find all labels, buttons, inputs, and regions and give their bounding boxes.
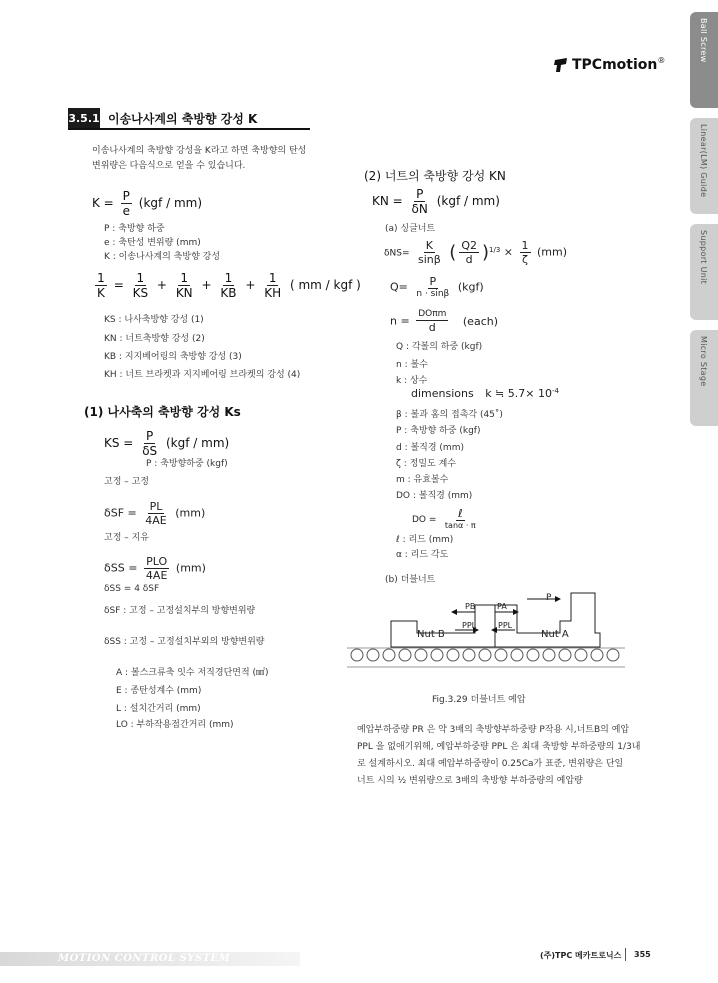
paren-close: ) xyxy=(481,242,490,263)
nut-type-label: (b) 더블너트 xyxy=(385,575,436,585)
eq-den: sinβ xyxy=(418,253,441,266)
eq-unit: (each) xyxy=(462,314,499,328)
section-title: 이송나사계의 축방향 강성 K xyxy=(108,112,258,126)
body-line: 로 설계하시오. 최대 예압부하중량이 0.25Ca가 표준, 변위량은 단일 xyxy=(357,759,624,769)
subsection-title: (1) 나사축의 축방향 강성 Ks xyxy=(84,405,241,419)
body-line: PPL 을 없애기위해, 예압부하중량 PPL 은 최대 축방향 부하중량의 1/3내 xyxy=(357,742,641,752)
intro-line: 이송나사계의 축방향 강성을 K라고 하면 축방향의 탄성 xyxy=(92,146,307,156)
eq-num: DOπm xyxy=(418,309,447,319)
screw-ball xyxy=(399,649,411,661)
eq-exponent: 1/3 xyxy=(489,245,501,254)
definition: A : 볼스크류축 잇수 저직경단면적 (㎟) xyxy=(116,668,269,678)
eq-unit: (mm) xyxy=(175,506,206,520)
eq-sign: × xyxy=(503,245,513,259)
definition: KB : 지지베어링의 축방향 강성 (3) xyxy=(104,352,242,362)
eq-den: tanα · π xyxy=(444,521,476,530)
k-value: k ≒ 5.7× 10 xyxy=(485,387,553,400)
logo-mark-icon xyxy=(553,57,569,73)
eq-den: 4AE xyxy=(145,569,168,582)
section-heading xyxy=(68,108,310,129)
intro-line: 변위량은 다음식으로 얻을 수 있습니다. xyxy=(92,161,246,171)
eq-den: KN xyxy=(175,286,193,300)
force-label: PPL xyxy=(462,621,477,630)
k-exponent: -4 xyxy=(552,387,559,395)
definition: P : 축방향 하중 (kgf) xyxy=(396,426,481,436)
eq-dss xyxy=(104,556,206,581)
screw-ball xyxy=(527,649,539,661)
definition: ζ : 정밀도 계수 xyxy=(396,459,456,469)
definition: e : 축탄성 변위량 (mm) xyxy=(104,238,201,248)
eq-dsf xyxy=(104,501,205,526)
tab-support-unit[interactable] xyxy=(690,224,718,320)
tab-label: Ball Screw xyxy=(699,18,708,63)
nut-b-label: Nut B xyxy=(417,629,445,640)
eq-lhs: δNS= xyxy=(384,248,410,259)
eq-unit: (kgf / mm) xyxy=(165,436,230,450)
support-condition: 고정 – 고정 xyxy=(104,477,149,487)
definition: δSF : 고정 – 고정설치부의 방향변위량 xyxy=(104,606,256,616)
eq-den: δN xyxy=(411,202,428,216)
force-label: PPL xyxy=(498,621,513,630)
definition: β : 볼과 홈의 접촉각 (45˚) xyxy=(396,410,503,420)
eq-num: 1 xyxy=(521,239,529,252)
eq-lhs: Q= xyxy=(390,280,408,294)
body-line: 예압부하중량 PR 은 약 3배의 축방향부하중량 P작용 시,너트B의 예압 xyxy=(357,725,630,735)
support-condition: 고정 – 지유 xyxy=(104,533,149,543)
eq-n xyxy=(390,310,498,333)
definition: δSS : 고정 – 고정설치부외의 방향변위량 xyxy=(104,637,265,647)
eq-num: P xyxy=(146,429,154,443)
definition: Q : 각볼의 하중 (kgf) xyxy=(396,342,483,352)
force-label: P xyxy=(546,593,552,603)
screw-ball xyxy=(383,649,395,661)
paren-open: ( xyxy=(449,242,457,263)
section-number: 3.5.1 xyxy=(68,108,100,129)
eq-den: KB xyxy=(220,286,237,300)
eq-den: K xyxy=(97,286,105,300)
eq-num: 1 xyxy=(268,271,277,285)
eq-lhs: δSS = xyxy=(104,561,138,575)
screw-ball xyxy=(431,649,443,661)
eq-num: PLO xyxy=(146,555,168,568)
nut-a-label: Nut A xyxy=(541,629,569,640)
eq-ks xyxy=(104,430,229,457)
tab-ball-screw[interactable] xyxy=(690,12,718,108)
definition: DO : 볼직경 (mm) xyxy=(396,491,473,501)
tab-micro-stage[interactable] xyxy=(690,330,718,426)
eq-sign: + xyxy=(201,278,212,292)
definition: k : 상수 xyxy=(396,376,428,386)
definition: K : 이송나사계의 축방향 강성 xyxy=(104,252,221,262)
eq-den: 4AE xyxy=(145,514,167,527)
brand-name: TPCmotion xyxy=(572,57,658,73)
eq-den: KS xyxy=(132,286,149,300)
eq-den: n · sinβ xyxy=(416,289,450,299)
eq-den: d xyxy=(465,253,473,266)
footer-divider xyxy=(625,948,626,961)
screw-ball xyxy=(479,649,491,661)
eq-lhs: KS = xyxy=(104,436,134,450)
eq-unit: (mm) xyxy=(175,561,206,575)
definition: d : 볼직경 (mm) xyxy=(396,443,464,453)
double-nut-diagram xyxy=(347,585,627,685)
screw-ball xyxy=(463,649,475,661)
eq-sign: + xyxy=(156,278,167,292)
tab-label: Linear(LM) Guide xyxy=(699,124,708,198)
body-line: 너트 시의 ½ 변위량으로 3배의 축방향 부하중량의 예압량 xyxy=(357,776,583,786)
screw-ball xyxy=(543,649,555,661)
eq-num: 1 xyxy=(180,271,189,285)
footer-brand-text: MOTION CONTROL SYSTEM xyxy=(58,953,231,964)
tab-label: Micro Stage xyxy=(699,336,708,387)
screw-ball xyxy=(607,649,619,661)
dimensions-label: dimensions xyxy=(411,387,474,400)
screw-ball xyxy=(591,649,603,661)
footer-company: (주)TPC 메카트로닉스 xyxy=(540,951,622,960)
equation-line: δSS = 4 δSF xyxy=(104,584,160,594)
eq-lhs: K = xyxy=(92,196,114,210)
screw-ball xyxy=(575,649,587,661)
definition: L : 설치간거리 (mm) xyxy=(116,704,201,714)
eq-unit: (kgf / mm) xyxy=(138,196,203,210)
eq-lhs: δSF = xyxy=(104,506,137,520)
force-label: PA xyxy=(497,602,507,611)
eq-num: PL xyxy=(149,500,163,513)
eq-dns xyxy=(384,240,567,265)
eq-num: 1 xyxy=(136,271,145,285)
tab-label: Support Unit xyxy=(699,230,708,285)
eq-num: 1 xyxy=(224,271,233,285)
screw-ball xyxy=(351,649,363,661)
figure-caption: Fig.3.29 더블너트 예압 xyxy=(432,695,526,705)
double-nut-figure xyxy=(347,585,627,685)
eq-lhs: DO = xyxy=(412,515,437,525)
definition: E : 종탄성계수 (mm) xyxy=(116,686,202,696)
screw-ball xyxy=(415,649,427,661)
eq-num: P xyxy=(122,189,130,203)
definition: LO : 부하작용점간거리 (mm) xyxy=(116,720,234,730)
force-label: PB xyxy=(465,602,476,611)
page-number: 355 xyxy=(634,950,651,959)
k-constant-line xyxy=(411,387,559,400)
eq-num: P xyxy=(416,187,424,201)
eq-den: d xyxy=(428,321,436,334)
definition: P : 축방향하중 (kgf) xyxy=(146,459,228,469)
eq-k xyxy=(92,190,202,217)
screw-ball xyxy=(511,649,523,661)
eq-den: δS xyxy=(142,444,158,458)
tab-linear-guide[interactable] xyxy=(690,118,718,214)
definition: ℓ : 리드 (mm) xyxy=(396,535,454,545)
eq-unit: (kgf / mm) xyxy=(436,194,500,208)
eq-num: P xyxy=(429,275,437,288)
eq-num: ℓ xyxy=(458,507,463,520)
screw-ball xyxy=(447,649,459,661)
screw-ball xyxy=(495,649,507,661)
nut-type-label: (a) 싱글너트 xyxy=(385,224,436,234)
screw-ball xyxy=(367,649,379,661)
brand-logo xyxy=(553,57,665,73)
eq-kn xyxy=(372,188,500,215)
eq-den: ζ xyxy=(522,253,528,266)
definition: KN : 너트축방향 강성 (2) xyxy=(104,334,205,344)
screw-ball xyxy=(559,649,571,661)
footer-band xyxy=(0,952,300,966)
eq-inverse-k xyxy=(92,272,361,299)
eq-den: e xyxy=(122,204,130,218)
eq-lhs: n = xyxy=(390,314,410,328)
definition: KH : 너트 브라켓과 지지베어링 브라켓의 강성 (4) xyxy=(104,370,301,380)
eq-num: 1 xyxy=(97,271,105,285)
eq-do xyxy=(412,508,481,530)
section-underline xyxy=(68,128,310,130)
subsection-title: (2) 너트의 축방향 강성 KN xyxy=(364,169,506,183)
eq-unit: ( mm / kgf ) xyxy=(289,278,361,292)
eq-den: KH xyxy=(264,286,282,300)
brand-registered: ® xyxy=(657,55,666,65)
definition: m : 유효볼수 xyxy=(396,475,449,485)
eq-lhs: KN = xyxy=(372,194,403,208)
eq-q xyxy=(390,276,484,299)
eq-num: K xyxy=(425,239,433,252)
eq-unit: (mm) xyxy=(537,245,568,259)
definition: n : 볼수 xyxy=(396,360,428,370)
eq-num: Q2 xyxy=(461,239,477,252)
eq-sign: + xyxy=(245,278,256,292)
definition: α : 리드 각도 xyxy=(396,550,449,560)
eq-sign: = xyxy=(113,278,124,292)
definition: KS : 나사축방향 강성 (1) xyxy=(104,315,204,325)
eq-unit: (kgf) xyxy=(457,280,484,294)
definition: P : 축방향 하중 xyxy=(104,224,165,234)
